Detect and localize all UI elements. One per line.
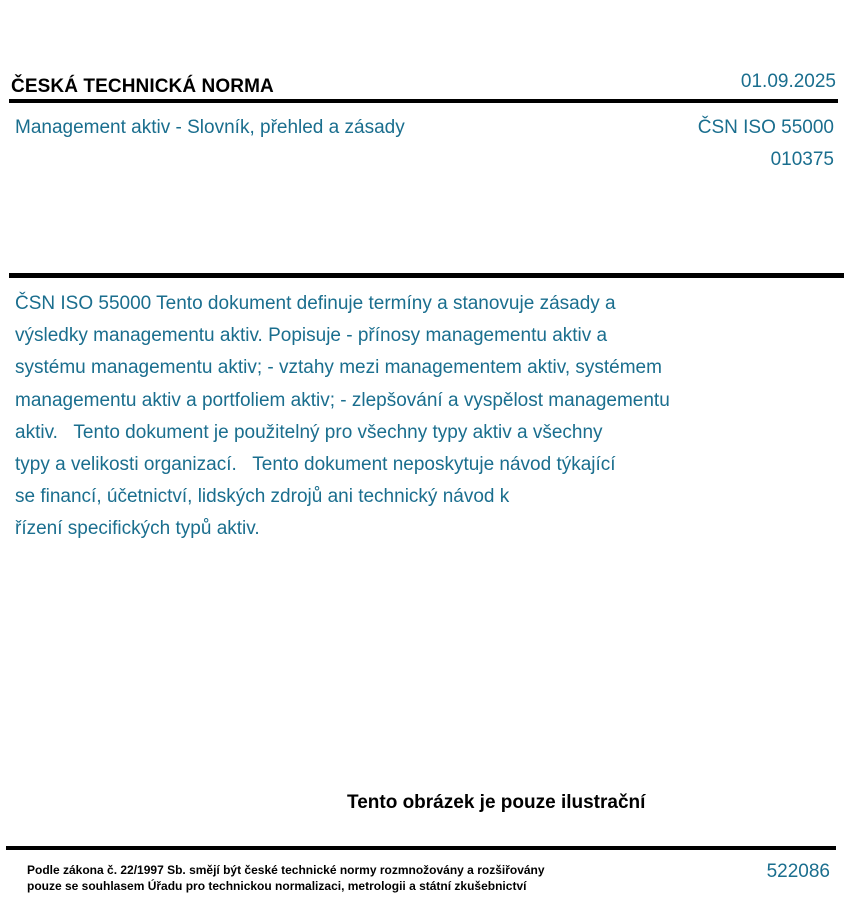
illustrative-notice: Tento obrázek je pouze ilustrační xyxy=(347,792,646,813)
standard-code: ČSN ISO 55000 xyxy=(697,117,834,138)
abstract-line: typy a velikosti organizací. Tento dokument neposkytuje návod týkající xyxy=(15,454,616,476)
abstract-line: se financí, účetnictví, lidských zdrojů ani technický návod k xyxy=(15,486,510,508)
issue-date: 01.09.2025 xyxy=(740,71,836,92)
abstract-text xyxy=(15,288,775,546)
document-id: 522086 xyxy=(766,861,830,882)
legal-line: Podle zákona č. 22/1997 Sb. smějí být české technické normy rozmnožovány a rozšiřovány xyxy=(27,863,545,877)
abstract-line: ČSN ISO 55000 Tento dokument definuje termíny a stanovuje zásady a xyxy=(15,293,616,314)
abstract-line: aktiv. Tento dokument je použitelný pro všechny typy aktiv a všechny xyxy=(15,421,603,443)
standard-heading: ČESKÁ TECHNICKÁ NORMA xyxy=(11,76,274,97)
abstract-line: managementu aktiv a portfoliem aktiv; - zlepšování a vyspělost managementu xyxy=(15,389,670,411)
bottom-divider xyxy=(6,846,836,850)
top-divider xyxy=(9,99,838,103)
middle-divider xyxy=(9,273,844,278)
abstract-line: řízení specifických typů aktiv. xyxy=(15,518,260,540)
legal-line: pouze se souhlasem Úřadu pro technickou normalizaci, metrologii a státní zkušebnictví xyxy=(27,879,527,893)
abstract-line: výsledky managementu aktiv. Popisuje - přínosy managementu aktiv a xyxy=(15,325,608,347)
document-title: Management aktiv - Slovník, přehled a zásady xyxy=(15,117,405,138)
abstract-line: systému managementu aktiv; - vztahy mezi managementem aktiv, systémem xyxy=(15,357,662,379)
classification-number: 010375 xyxy=(770,149,834,170)
legal-notice xyxy=(27,862,545,894)
